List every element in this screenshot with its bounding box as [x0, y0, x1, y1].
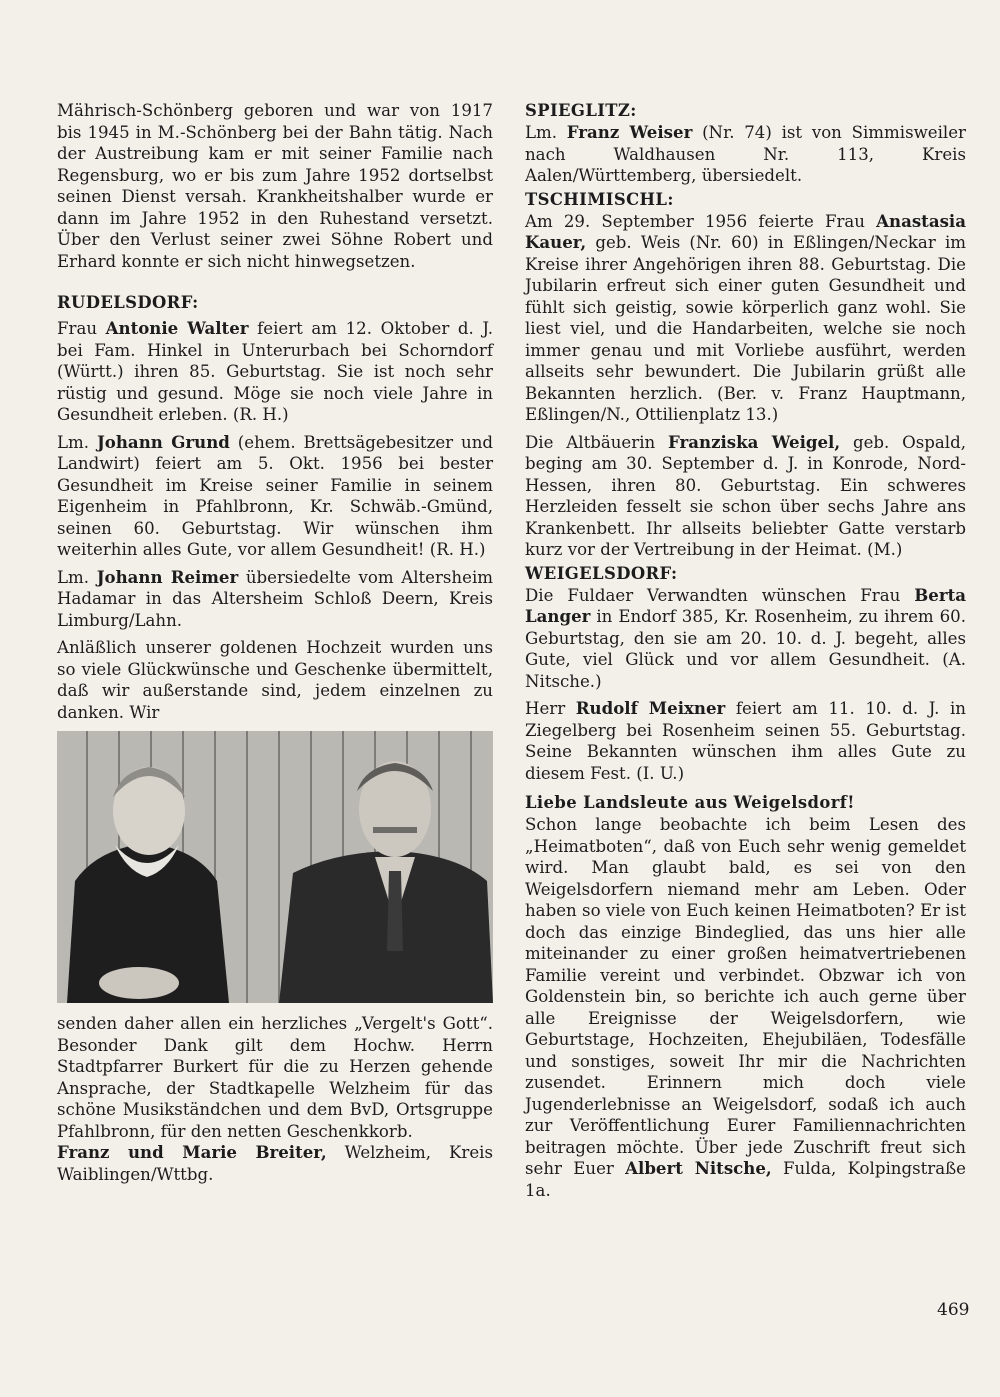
name-franziska-weigel: Franziska Weigel,: [668, 431, 841, 452]
name-franz-weiser: Franz Weiser: [566, 122, 693, 142]
meixner-paragraph: Herr Rudolf Meixner feiert am 11. 10. d. J. in Ziegelberg bei Rosenheim seinen 55. Geburtstag. Seine Bekannten wünschen ihm alles Gute zu diesem Fest. (I. U.): [525, 698, 966, 783]
name-breiter: Franz und Marie Breiter,: [57, 1142, 327, 1162]
name-johann-grund: Johann Grund: [96, 431, 230, 452]
name-johann-reimer: Johann Reimer: [96, 566, 239, 587]
name-rudolf-meixner: Rudolf Meixner: [575, 698, 726, 718]
kauer-paragraph: Am 29. September 1956 feierte Frau Anastasia Kauer, geb. Weis (Nr. 60) in Eßlingen/Neckar im Kreise ihrer Angehörigen ihren 88. Geburtstag. Die Jubilarin erfreut sich einer guten Gesundheit und fühlt sich geistig, sowie körperlich ganz wohl. Sie liest viel, und die Handarbeiten, welche sie noch immer genau und mit Vorliebe ausführt, werden allseits sehr bewundert. Die Jubilarin grüßt alle Bekannten herzlich. (Ber. v. Franz Hauptmann, Eßlingen/N., Ottilienplatz 13.): [525, 210, 966, 424]
hochzeit-paragraph-end: senden daher allen ein herzliches „Vergelt's Gott“. Besonder Dank gilt dem Hochw. Herrn Stadtpfarrer Burkert für die zu Herzen gehende Ansprache, der Stadtkapelle Welzheim für das schöne Musikständchen und dem BvD, Ortsgruppe Pfahlbronn, für den netten Geschenkkorb.: [57, 1014, 493, 1141]
weigel-paragraph: Die Altbäuerin Franziska Weigel, geb. Ospald, beging am 30. September d. J. in Konrode, Nord-Hessen, ihren 80. Geburtstag. Ein schweres Herzleiden fesselt sie schon über sechs Jahre ans Krankenbett. Ihr allseits beliebter Gatte verstarb kurz vor der Vertreibung in der Heimat. (M.): [525, 431, 967, 559]
name-anastasia-kauer: Anastasia Kauer,: [525, 210, 966, 252]
name-antonie-walter: Antonie Walter: [105, 318, 249, 338]
heading-tschimischl: TSCHIMISCHL:: [525, 189, 674, 209]
signature-paragraph: Franz und Marie Breiter, Welzheim, Kreis Waiblingen/Wttbg.: [57, 1142, 494, 1184]
name-berta-langer: Berta Langer: [525, 584, 966, 626]
langer-paragraph: Die Fuldaer Verwandten wünschen Frau Berta Langer in Endorf 385, Kr. Rosenheim, zu ihrem 60. Geburtstag, den sie am 20. 10. d. J. begeht, alles Gute, viel Glück und vor allem Gesundheit. (A. Nitsche.): [525, 584, 966, 691]
heading-liebe-landsleute: Liebe Landsleute aus Weigelsdorf!: [525, 793, 855, 812]
walter-paragraph: Frau Antonie Walter feiert am 12. Oktober d. J. bei Fam. Hinkel in Unterurbach bei Schorndorf (Württ.) ihren 85. Geburtstag. Sie ist noch sehr rüstig und gesund. Möge sie noch viele Jahre in Gesundheit erleben. (R. H.): [57, 318, 493, 424]
hochzeit-paragraph-start: Anläßlich unserer goldenen Hochzeit wurden uns so viele Glückwünsche und Geschenke übermittelt, daß wir außerstande sind, jedem einzelnen zu danken. Wir: [57, 638, 493, 722]
heading-spieglitz: SPIEGLITZ:: [525, 101, 637, 120]
heading-weigelsdorf: WEIGELSDORF:: [525, 563, 678, 583]
intro-paragraph: Mährisch-Schönberg geboren und war von 1917 bis 1945 in M.-Schönberg bei der Bahn tätig. Nach der Austreibung kam er mit seiner Familie nach Regensburg, wo er bis zum Jahre 1952 dortselbst seinen Dienst versah. Krankheitshalber wurde er dann im Jahre 1952 in den Ruhestand versetzt. Über den Verlust seiner zwei Söhne Robert und Erhard konnte er sich nicht hinwegsetzen.: [57, 101, 493, 271]
weiser-paragraph: Lm. Franz Weiser (Nr. 74) ist von Simmisweiler nach Waldhausen Nr. 113, Kreis Aalen/Württemberg, übersiedelt.: [525, 122, 966, 185]
right-column: [525, 100, 966, 1201]
grund-paragraph: Lm. Johann Grund (ehem. Brettsägebesitzer und Landwirt) feiert am 5. Okt. 1956 bei bester Gesundheit im Kreise seiner Familie in seinem Eigenheim in Pfahlbronn, Kr. Schwäb.-Gmünd, seinen 60. Geburtstag. Wir wünschen ihm weiterhin alles Gute, vor allem Gesundheit! (R. H.): [57, 431, 493, 559]
left-column: [57, 100, 493, 1185]
couple-photo: [57, 731, 493, 1003]
name-albert-nitsche: Albert Nitsche,: [625, 1158, 772, 1178]
reimer-paragraph: Lm. Johann Reimer übersiedelte vom Altersheim Hadamar in das Altersheim Schloß Deern, Kreis Limburg/Lahn.: [57, 566, 493, 630]
page-number: 469: [937, 1300, 970, 1320]
heading-rudelsdorf: RUDELSDORF:: [57, 293, 199, 312]
nitsche-paragraph: Schon lange beobachte ich beim Lesen des „Heimatboten“, daß von Euch sehr wenig gemeldet wird. Man glaubt bald, es sei von den Weigelsdorfern niemand mehr am Leben. Oder haben so viele von Euch keinen Heimatboten? Er ist doch das einzige Bindeglied, das uns hier alle miteinander zu einer großen heimatvertriebenen Familie vereint und verbindet. Obzwar ich von Goldenstein bin, so berichte ich auch gerne über alle Ereignisse der Weigelsdorfern, wie Geburtstage, Hochzeiten, Ehejubiläen, Todesfälle und sonstiges, soweit Ihr mir die Nachrichten zusendet. Erinnern mich doch viele Jugenderlebnisse an Weigelsdorf, sodaß ich auch zur Veröffentlichung Eurer Familiennachrichten beitragen möchte. Über jede Zuschrift freut sich sehr Euer Albert Nitsche, Fulda, Kolpingstraße 1a.: [525, 815, 967, 1200]
